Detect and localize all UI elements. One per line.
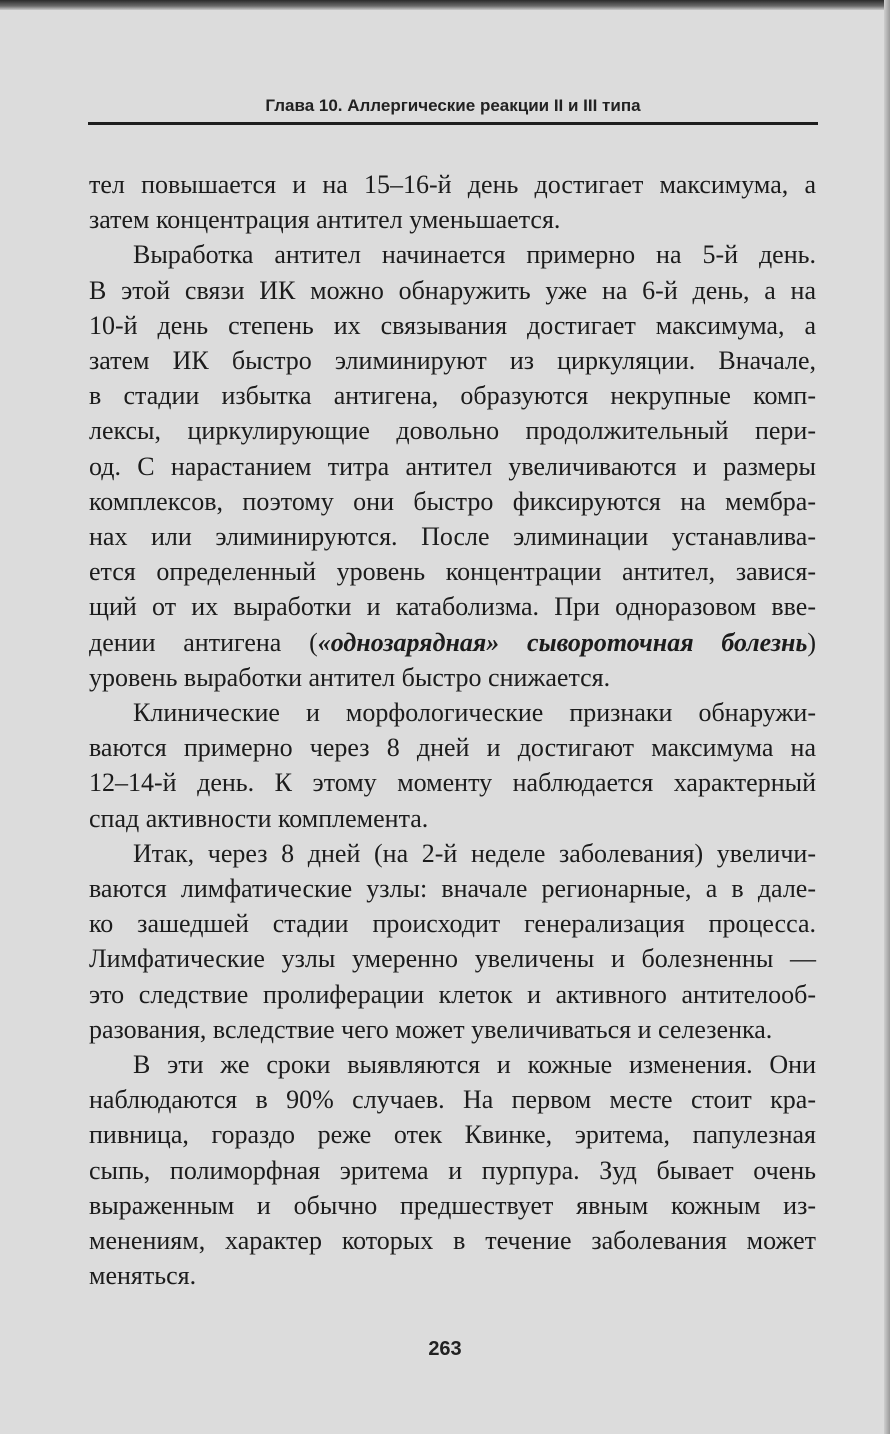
- text-line: ваются примерно через 8 дней и достигают максимума на: [89, 733, 816, 763]
- paragraph-3: [89, 695, 816, 836]
- scan-top-edge: [0, 0, 890, 10]
- text-line: Лимфатические узлы умеренно увеличены и болезненны —: [89, 944, 816, 974]
- text-line: разования, вследствие чего может увеличиваться и селезенка.: [89, 1014, 773, 1044]
- paragraph-4: [89, 836, 816, 1047]
- text-line: В эти же сроки выявляются и кожные изменения. Они: [133, 1050, 816, 1080]
- page-body: [89, 167, 816, 1294]
- text-line: менениям, характер которых в течение заболевания может: [89, 1226, 816, 1256]
- text-line: щий от их выработки и катаболизма. При одноразовом вве-: [89, 592, 816, 622]
- text-line: затем концентрация антител уменьшается.: [89, 205, 561, 235]
- text-line: выраженным и обычно предшествует явным кожным из-: [89, 1190, 816, 1220]
- text-line: уровень выработки антител быстро снижается.: [89, 662, 611, 692]
- running-header: Глава 10. Аллергические реакции II и III типа: [265, 96, 641, 115]
- text-line: это следствие пролиферации клеток и активного антителооб-: [89, 979, 816, 1009]
- text-line-with-italic: [89, 625, 816, 660]
- scan-right-edge: [884, 0, 890, 1434]
- text-line: спад активности комплемента.: [89, 803, 429, 833]
- text-line: ко зашедшей стадии происходит генерализация процесса.: [89, 909, 816, 939]
- text-line: Выработка антител начинается примерно на 5-й день.: [133, 240, 816, 270]
- text-fragment: ): [807, 627, 817, 657]
- text-line: комплексов, поэтому они быстро фиксируются на мембра-: [89, 486, 816, 516]
- italic-term: «однозарядная» сывороточная болезнь: [317, 627, 808, 657]
- text-line: од. С нарастанием титра антител увеличиваются и размеры: [89, 451, 816, 481]
- text-line: тел повышается и на 15–16-й день достигает максимума, а: [89, 170, 816, 199]
- paragraph-5: [89, 1047, 816, 1293]
- text-line: пивница, гораздо реже отек Квинке, эритема, папулезная: [89, 1120, 816, 1150]
- text-line: наблюдаются в 90% случаев. На первом месте стоит кра-: [89, 1085, 816, 1115]
- page-number: 263: [428, 1338, 462, 1360]
- text-line: в стадии избытка антигена, образуются некрупные комп-: [89, 381, 816, 411]
- text-line: 10-й день степень их связывания достигает максимума, а: [89, 310, 816, 340]
- text-line: 12–14-й день. К этому моменту наблюдается характерный: [89, 768, 816, 798]
- text-line: нах или элиминируются. После элиминации устанавлива-: [89, 522, 816, 552]
- text-line: Итак, через 8 дней (на 2-й неделе заболевания) увеличи-: [133, 838, 816, 868]
- paragraph-2: [89, 237, 816, 695]
- text-line: ваются лимфатические узлы: вначале регионарные, а в дале-: [89, 874, 816, 904]
- text-line: затем ИК быстро элиминируют из циркуляции. Вначале,: [89, 346, 816, 376]
- paragraph-1: [89, 167, 816, 237]
- text-line: Клинические и морфологические признаки обнаружи-: [133, 698, 816, 728]
- text-fragment: дении антигена (: [89, 627, 318, 657]
- header-rule: [88, 122, 818, 125]
- text-line: В этой связи ИК можно обнаружить уже на 6-й день, а на: [89, 275, 816, 305]
- text-line: сыпь, полиморфная эритема и пурпура. Зуд бывает очень: [89, 1155, 816, 1185]
- text-line: меняться.: [89, 1261, 197, 1291]
- text-line: лексы, циркулирующие довольно продолжительный пери-: [89, 416, 816, 446]
- text-line: ется определенный уровень концентрации антител, завися-: [89, 557, 816, 587]
